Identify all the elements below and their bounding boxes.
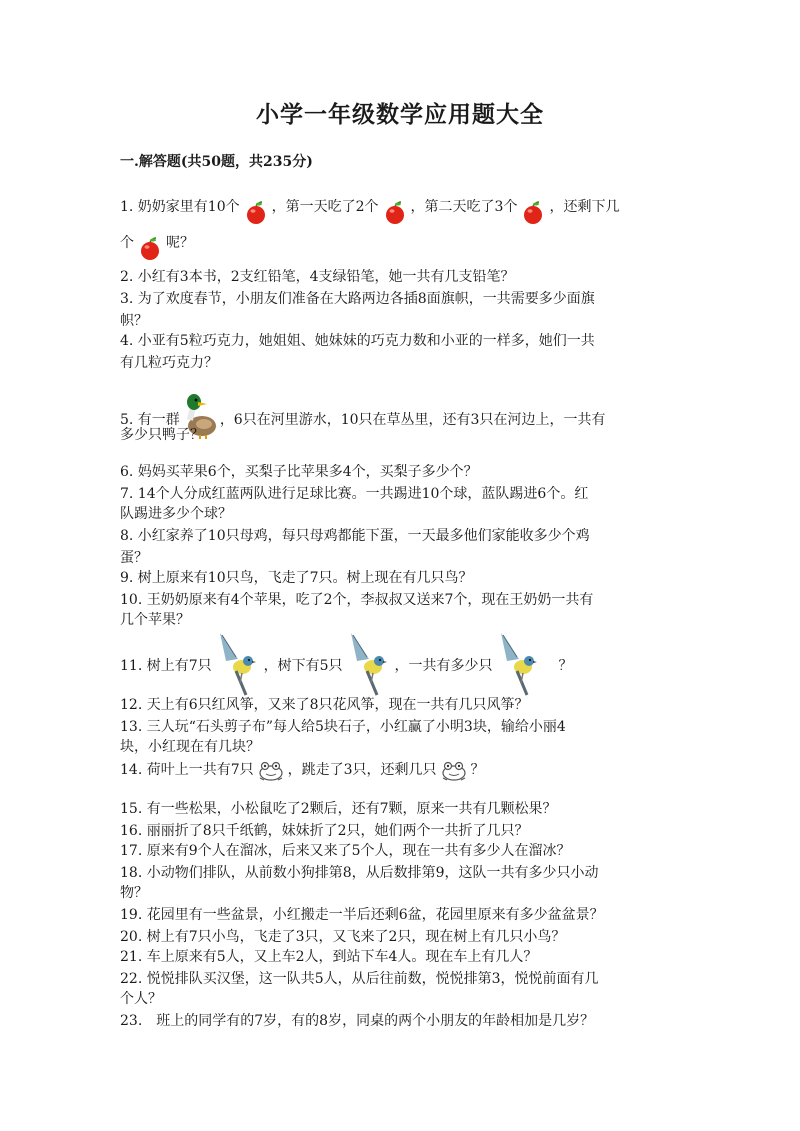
question-text: 呢？ — [166, 235, 194, 251]
question-2: 2. 小红有3本书，2支红铅笔，4支绿铅笔，她一共有几支铅笔？ — [120, 269, 515, 285]
bird-icon — [497, 631, 541, 697]
question-22: 22. 悦悦排队买汉堡，这一队共5人，从后往前数，悦悦排第3，悦悦前面有几 — [120, 971, 599, 987]
question-23: 23. 班上的同学有的7岁，有的8岁，同桌的两个小朋友的年龄相加是几岁？ — [120, 1013, 595, 1029]
question-text: ？ — [470, 762, 485, 778]
question-text: ？ — [558, 658, 573, 674]
question-11 — [120, 631, 680, 697]
question-text: ，第二天吃了3个 — [410, 199, 518, 215]
question-text: ，还剩下几 — [549, 199, 620, 215]
question-text: ，跳走了3只，还剩几只 — [287, 762, 437, 778]
frog-icon — [256, 758, 286, 782]
question-22-cont: 个人？ — [120, 991, 162, 1007]
apple-icon — [138, 226, 162, 260]
question-text: ，第一天吃了2个 — [271, 199, 379, 215]
question-text: ，6只在河里游水，10只在草丛里，还有3只在河边上，一共有 — [219, 412, 606, 428]
question-13: 13. 三人玩“石头剪子布”每人给5块石子，小红赢了小明3块，输给小丽4 — [120, 719, 566, 735]
bird-icon — [216, 631, 260, 697]
frog-icon — [439, 758, 469, 782]
question-text: 14. 荷叶上一共有7只 — [120, 762, 254, 778]
page-title: 小学一年级数学应用题大全 — [256, 101, 544, 128]
question-19: 19. 花园里有一些盆景，小红搬走一半后还剩6盆，花园里原来有多少盆盆景？ — [120, 907, 604, 923]
question-18: 18. 小动物们排队，从前数小狗排第8，从后数排第9，这队一共有多少只小动 — [120, 865, 599, 881]
question-4-cont: 有几粒巧克力？ — [120, 355, 218, 371]
apple-icon — [383, 190, 407, 224]
question-text: 1. 奶奶家里有10个 — [120, 199, 240, 215]
question-9: 9. 树上原来有10只鸟，飞走了7只。树上现在有几只鸟？ — [120, 570, 473, 586]
question-8-cont: 蛋？ — [120, 550, 148, 566]
question-8: 8. 小红家养了10只母鸡，每只母鸡都能下蛋，一天最多他们家能收多少个鸡 — [120, 528, 590, 544]
question-10: 10. 王奶奶原来有4个苹果，吃了2个，李叔叔又送来7个，现在王奶奶一共有 — [120, 592, 594, 608]
question-text: 个 — [120, 235, 134, 251]
bird-icon — [347, 631, 391, 697]
question-21: 21. 车上原来有5人，又上车2人，到站下车4人。现在车上有几人？ — [120, 949, 538, 965]
question-7-cont: 队踢进多少个球？ — [120, 506, 232, 522]
section-heading: 一.解答题(共50题，共235分) — [120, 154, 313, 170]
question-18-cont: 物？ — [120, 885, 148, 901]
question-3: 3. 为了欢度春节，小朋友们准备在大路两边各插8面旗帜，一共需要多少面旗 — [120, 291, 595, 307]
question-12: 12. 天上有6只红风筝，又来了8只花风筝，现在一共有几只风筝？ — [120, 697, 529, 713]
question-3-cont: 帜？ — [120, 313, 148, 329]
question-1-cont — [120, 226, 680, 260]
question-16: 16. 丽丽折了8只千纸鹤，妹妹折了2只，她们两个一共折了几只？ — [120, 823, 529, 839]
question-13-cont: 块，小红现在有几块？ — [120, 739, 260, 755]
question-text: 11. 树上有7只 — [120, 658, 212, 674]
apple-icon — [521, 190, 545, 224]
question-text: ，一共有多少只 — [394, 658, 493, 674]
question-text: 5. 有一群 — [120, 412, 180, 428]
question-1 — [120, 190, 680, 224]
question-7: 7. 14个人分成红蓝两队进行足球比赛。一共踢进10个球，蓝队踢进6个。红 — [120, 486, 589, 502]
question-20: 20. 树上有7只小鸟，飞走了3只，又飞来了2只，现在树上有几只小鸟？ — [120, 929, 566, 945]
question-17: 17. 原来有9个人在溜冰，后来又来了5个人，现在一共有多少人在溜冰？ — [120, 843, 571, 859]
question-15: 15. 有一些松果，小松鼠吃了2颗后，还有7颗，原来一共有几颗松果？ — [120, 801, 557, 817]
question-text: ，树下有5只 — [263, 658, 343, 674]
question-4: 4. 小亚有5粒巧克力，她姐姐、她妹妹的巧克力数和小亚的一样多，她们一共 — [120, 333, 595, 349]
question-14 — [120, 758, 680, 782]
apple-icon — [244, 190, 268, 224]
question-6: 6. 妈妈买苹果6个，买梨子比苹果多4个，买梨子多少个？ — [120, 464, 478, 480]
question-5-cont: 多少只鸭子？ — [120, 427, 204, 443]
question-10-cont: 几个苹果？ — [120, 612, 190, 628]
